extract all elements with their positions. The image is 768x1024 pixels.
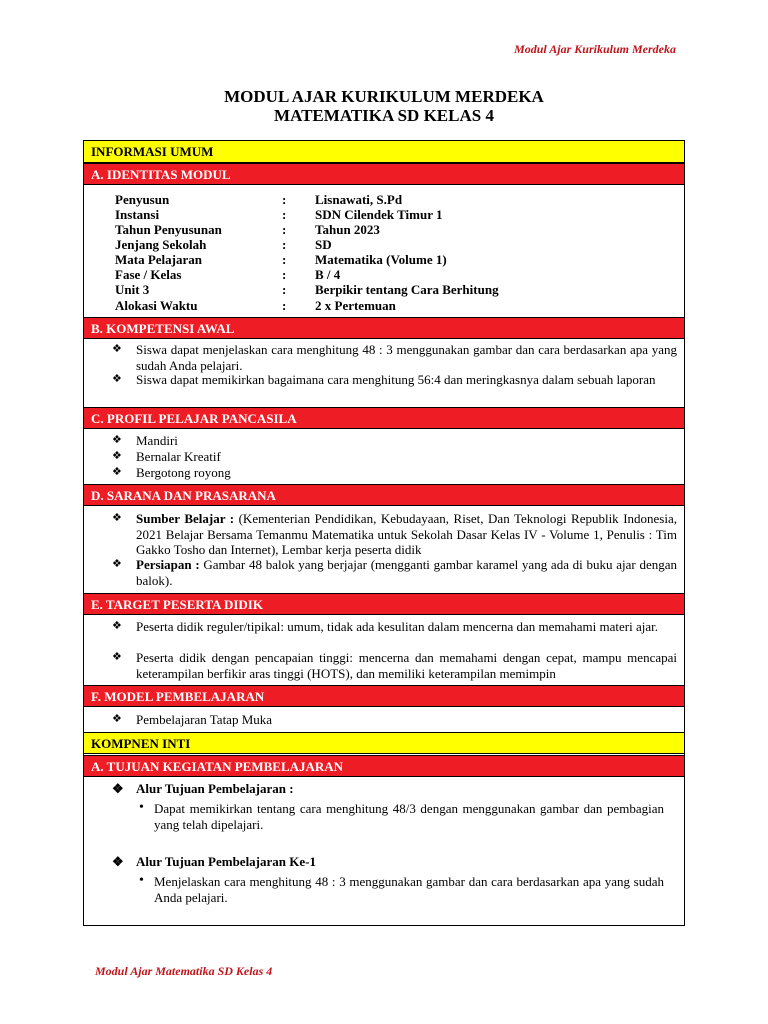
kompetensi-awal-heading: B. KOMPETENSI AWAL [84, 317, 684, 339]
diamond-bullet-icon: ❖ [112, 373, 122, 385]
identity-label: Jenjang Sekolah [115, 237, 207, 252]
list-item [112, 342, 677, 373]
module-table [83, 140, 685, 926]
diamond-bullet-icon: ❖ [112, 651, 122, 663]
persiapan-text: Gambar 48 balok yang berjajar (mengganti gambar karamel yang ada di buku ajar dengan balok). [136, 557, 677, 588]
list-item-text: Mandiri [136, 433, 178, 448]
identity-label: Penyusun [115, 192, 170, 207]
identity-label: Instansi [115, 207, 160, 222]
list-item [112, 619, 677, 635]
list-item-text: Siswa dapat memikirkan bagaimana cara menghitung 56:4 dan meringkasnya dalam sebuah laporan [136, 372, 656, 387]
diamond-bullet-icon: ❖ [112, 466, 122, 478]
alur-tujuan-title [112, 854, 677, 870]
list-item [112, 557, 677, 588]
identity-value: 2 x Pertemuan [315, 298, 396, 313]
list-item [112, 511, 677, 558]
diamond-bullet-icon: ❖ [112, 558, 122, 570]
list-item-text: Bergotong royong [136, 465, 231, 480]
list-item [112, 372, 677, 388]
identity-row [115, 222, 675, 237]
identity-value: B / 4 [315, 267, 341, 282]
diamond-bullet-icon: ❖ [112, 781, 124, 796]
title-line-1: MODUL AJAR KURIKULUM MERDEKA [224, 87, 544, 106]
identity-row [115, 207, 675, 222]
identity-label: Mata Pelajaran [115, 252, 203, 267]
alur-tujuan-point-text: Dapat memikirkan tentang cara menghitung 48/3 dengan menggunakan gambar dan pembagian yang telah dipelajari. [154, 801, 664, 832]
diamond-bullet-icon: ❖ [112, 343, 122, 355]
target-peserta-heading: E. TARGET PESERTA DIDIK [84, 593, 684, 615]
diamond-bullet-icon: ❖ [112, 450, 122, 462]
identity-label: Fase / Kelas [115, 267, 182, 282]
list-item-text: Peserta didik reguler/tipikal: umum, tidak ada kesulitan dalam mencerna dan memahami materi ajar. [136, 619, 658, 634]
list-item [112, 465, 677, 481]
identity-colon: : [282, 207, 287, 222]
page-header: Modul Ajar Kurikulum Merdeka [514, 42, 676, 56]
bullet-dot-icon: • [139, 873, 144, 888]
identity-label: Alokasi Waktu [115, 298, 198, 313]
identity-row [115, 252, 675, 267]
list-item-text: Siswa dapat menjelaskan cara menghitung 48 : 3 menggunakan gambar dan cara berdasarkan apa yang sudah Anda pelajari. [136, 342, 677, 373]
identity-label: Unit 3 [115, 282, 150, 297]
identity-row [115, 237, 675, 252]
identity-colon: : [282, 252, 287, 267]
sumber-belajar-text: (Kementerian Pendidikan, Kebudayaan, Riset, Dan Teknologi Republik Indonesia, 2021 Belajar Bersama Temanmu Matematika untuk Sekolah Dasar Kelas IV - Volume 1, Penulis : Tim Gakko Tosho dan Internet), Lembar kerja peserta didik [136, 511, 677, 557]
list-item [112, 449, 677, 465]
diamond-bullet-icon: ❖ [112, 512, 122, 524]
identity-colon: : [282, 282, 287, 297]
alur-tujuan-title-text: Alur Tujuan Pembelajaran Ke-1 [136, 854, 316, 869]
list-item-text: Peserta didik dengan pencapaian tinggi: mencerna dan memahami dengan cepat, mampu mencapai keterampilan berfikir aras tinggi (HOTS), dan memiliki keterampilan memimpin [136, 650, 677, 681]
identity-value: SDN Cilendek Timur 1 [315, 207, 443, 222]
diamond-bullet-icon: ❖ [112, 434, 122, 446]
document-title [0, 87, 768, 125]
komponen-inti-heading: KOMPNEN INTI [84, 732, 684, 754]
sarana-prasarana-heading: D. SARANA DAN PRASARANA [84, 484, 684, 506]
page-footer: Modul Ajar Matematika SD Kelas 4 [95, 964, 273, 978]
identity-row [115, 267, 675, 282]
list-item [112, 650, 677, 681]
identity-value: Tahun 2023 [315, 222, 380, 237]
diamond-bullet-icon: ❖ [112, 620, 122, 632]
alur-tujuan-point [139, 800, 664, 832]
identity-value: Matematika (Volume 1) [315, 252, 447, 267]
identity-colon: : [282, 222, 287, 237]
identity-colon: : [282, 237, 287, 252]
identity-colon: : [282, 267, 287, 282]
identity-row [115, 192, 675, 207]
tujuan-kegiatan-heading: A. TUJUAN KEGIATAN PEMBELAJARAN [84, 755, 684, 777]
diamond-bullet-icon: ❖ [112, 854, 124, 869]
sumber-belajar-label: Sumber Belajar : [136, 511, 235, 526]
alur-tujuan-point [139, 873, 664, 905]
identity-row [115, 282, 675, 297]
list-item [112, 712, 677, 728]
profil-pelajar-heading: C. PROFIL PELAJAR PANCASILA [84, 407, 684, 429]
identity-value: SD [315, 237, 332, 252]
identity-row [115, 298, 675, 313]
list-item-text: Pembelajaran Tatap Muka [136, 712, 273, 727]
diamond-bullet-icon: ❖ [112, 713, 122, 725]
identity-label: Tahun Penyusunan [115, 222, 222, 237]
list-item [112, 433, 677, 449]
model-pembelajaran-heading: F. MODEL PEMBELAJARAN [84, 685, 684, 707]
persiapan-label: Persiapan : [136, 557, 200, 572]
title-line-2: MATEMATIKA SD KELAS 4 [274, 106, 494, 125]
informasi-umum-heading: INFORMASI UMUM [84, 141, 684, 163]
bullet-dot-icon: • [139, 800, 144, 815]
identity-colon: : [282, 298, 287, 313]
alur-tujuan-title [112, 781, 677, 797]
alur-tujuan-point-text: Menjelaskan cara menghitung 48 : 3 menggunakan gambar dan cara berdasarkan apa yang sudah Anda pelajari. [154, 874, 664, 905]
identitas-modul-heading: A. IDENTITAS MODUL [84, 163, 684, 185]
alur-tujuan-title-text: Alur Tujuan Pembelajaran : [136, 781, 294, 796]
identity-value: Berpikir tentang Cara Berhitung [315, 282, 499, 297]
list-item-text: Bernalar Kreatif [136, 449, 221, 464]
identity-colon: : [282, 192, 287, 207]
identity-value: Lisnawati, S.Pd [315, 192, 403, 207]
